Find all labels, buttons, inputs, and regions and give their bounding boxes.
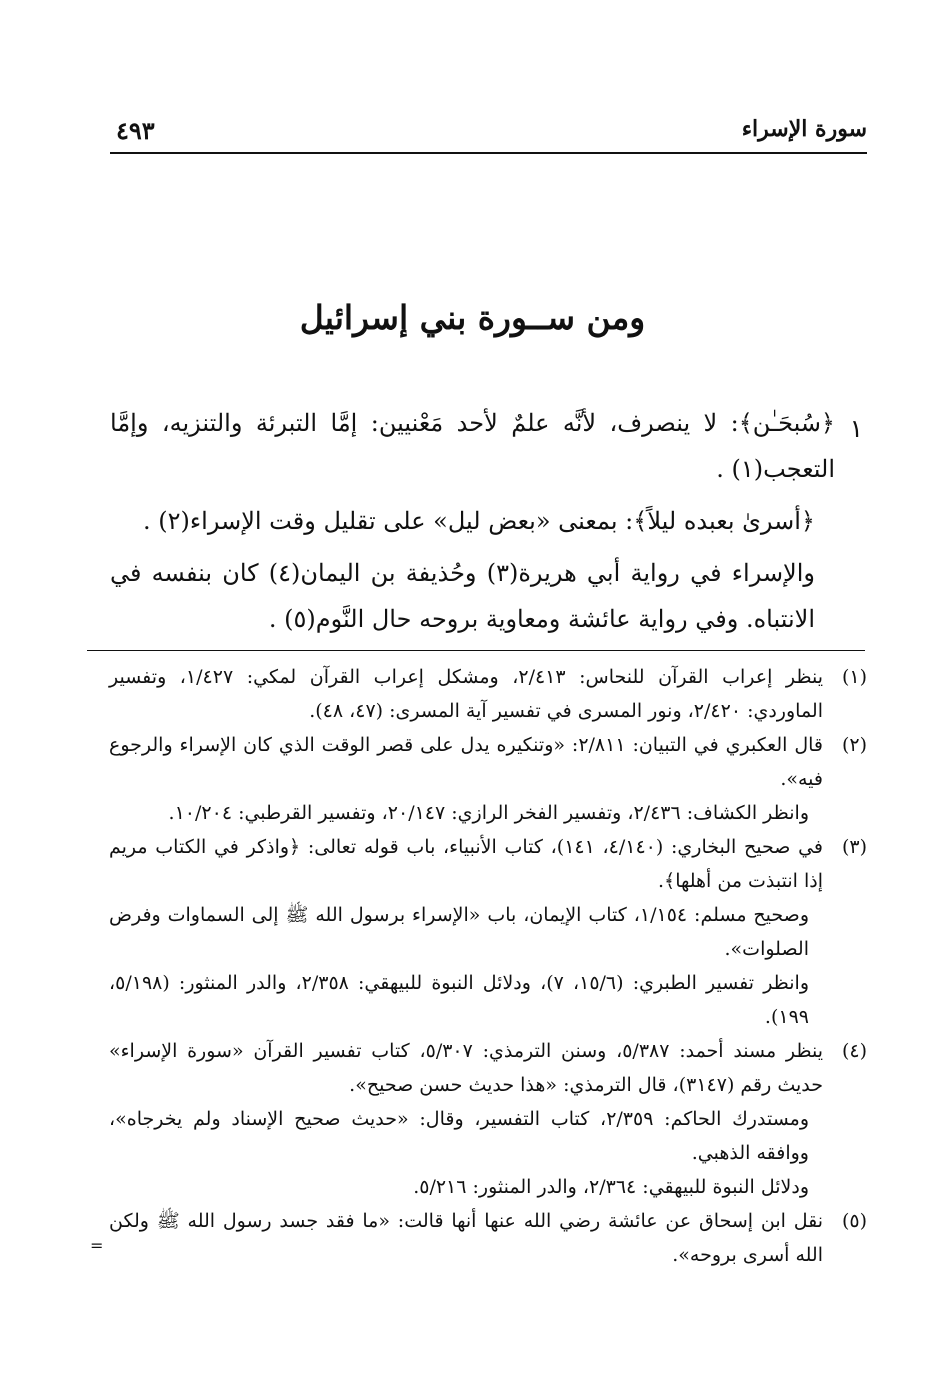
footnote-text: ينظر مسند أحمد: ٥/٣٨٧، وسنن الترمذي: ٥/٣٠٧، كتاب تفسير القرآن «سورة الإسراء» حديث رقم (٣١٤٧)، قال الترمذي: «هذا حديث حسن صحيح». [109, 1040, 823, 1096]
footnote-number: (٣) [841, 836, 867, 858]
footnote-continuation-line: ودلائل النبوة للبيهقي: ٢/٣٦٤، والدر المنثور: ٥/٢١٦. [413, 1176, 809, 1198]
footnote-continuation-line: وصحيح مسلم: ١/١٥٤، كتاب الإيمان، باب «الإسراء برسول الله ﷺ إلى السماوات وفرض الصلوات». [109, 904, 809, 960]
paragraph-isra-narrations: والإسراء في رواية أبي هريرة(٣) وحُذيفة بن اليمان(٤) كان بنفسه في الانتباه. وفي رواية عائشة ومعاوية بروحه حال النَّوم(٥) . [110, 559, 816, 633]
footnote-text: في صحيح البخاري: (٤/١٤٠، ١٤١)، كتاب الأنبياء، باب قوله تعالى: ﴿واذكر في الكتاب مريم إذا انتبذت من أهلها﴾. [109, 836, 824, 892]
footnote-text: ينظر إعراب القرآن للنحاس: ٢/٤١٣، ومشكل إعراب القرآن لمكي: ١/٤٢٧، وتفسير الماوردي: ٢/٤٢٠، ونور المسرى في تفسير آية المسرى: (٤٧، ٤٨). [109, 666, 823, 722]
footnote-number: (٢) [841, 734, 867, 756]
footnote-number: (١) [841, 666, 867, 688]
footnote-number: (٤) [841, 1040, 867, 1062]
page-number: ٤٩٣ [116, 116, 155, 145]
continuation-mark: = [90, 1236, 104, 1255]
footnote-continuation-line: ومستدرك الحاكم: ٢/٣٥٩، كتاب التفسير، وقال: «حديث صحيح الإسناد ولم يخرجاه»، ووافقه الذهبي. [109, 1108, 809, 1164]
paragraph-asra: ﴿أسرىٰ بعبده ليلاً﴾: بمعنى «بعض ليل» على تقليل وقت الإسراء(٢) . [143, 507, 815, 535]
footnote-continuation-line: وانظر الكشاف: ٢/٤٣٦، وتفسير الفخر الرازي: ٢٠/١٤٧، وتفسير القرطبي: ١٠/٢٠٤. [168, 802, 809, 824]
footnote-3 [109, 830, 867, 1034]
footnote-continuation [109, 796, 867, 830]
footnote-continuation [109, 1102, 867, 1204]
verse-number: ١ [849, 414, 863, 443]
footnote-continuation-line: وانظر تفسير الطبري: (١٥/٦، ٧)، ودلائل النبوة للبيهقي: ٢/٣٥٨، والدر المنثور: (٥/١٩٨، ١٩٩). [109, 972, 810, 1028]
footnote-5 [109, 1204, 867, 1272]
paragraph-subhan: ﴿سُبحَـٰن﴾: لا ينصرف، لأنَّه علمٌ لأحد مَعْنيين: إمَّا التبرئة والتنزيه، وإمَّا التعجب(١) . [110, 409, 835, 483]
section-title: ومن ســورة بني إسرائيل [299, 298, 646, 337]
footnote-4 [109, 1034, 867, 1204]
footnotes [109, 660, 867, 1272]
footnote-text: قال العكبري في التبيان: ٢/٨١١: «وتنكيره يدل على قصر الوقت الذي كان الإسراء والرجوع فيه». [109, 734, 823, 790]
surah-name: سورة الإسراء [741, 116, 867, 142]
running-header [110, 112, 867, 154]
footnote-separator [87, 650, 865, 651]
footnote-number: (٥) [841, 1210, 867, 1232]
footnote-2 [109, 728, 867, 830]
footnote-continuation [109, 898, 867, 1034]
footnote-text: نقل ابن إسحاق عن عائشة رضي الله عنها أنها قالت: «ما فقد جسد رسول الله ﷺ ولكن الله أسرى بروحه». [109, 1210, 823, 1266]
footnote-1 [109, 660, 867, 728]
